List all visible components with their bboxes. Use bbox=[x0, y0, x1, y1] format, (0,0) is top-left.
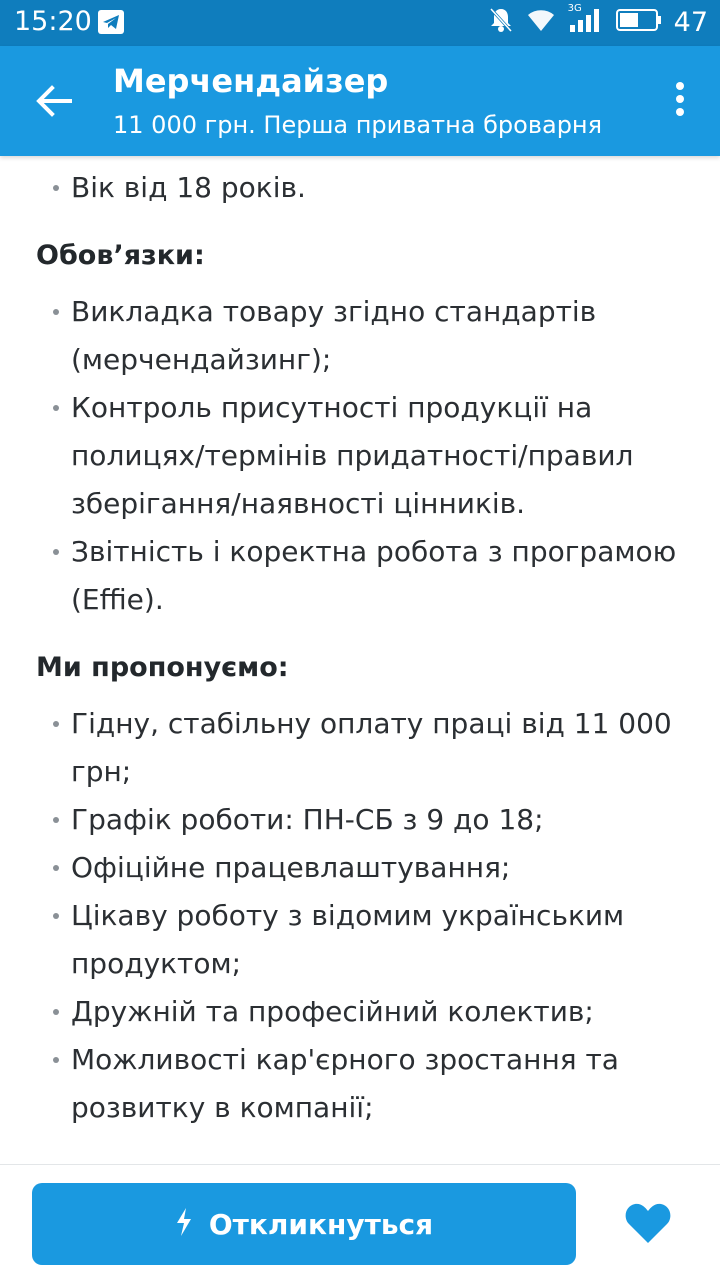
more-vert-icon[interactable] bbox=[674, 82, 686, 120]
bullet-dot bbox=[53, 309, 59, 315]
bullet-dot bbox=[53, 721, 59, 727]
page-subtitle: 11 000 грн. Перша приватна броварня bbox=[113, 111, 603, 139]
bullet-dot bbox=[53, 1009, 59, 1015]
list-item bbox=[0, 988, 720, 1036]
telegram-icon bbox=[98, 10, 124, 34]
apply-button[interactable] bbox=[32, 1183, 576, 1265]
battery-icon bbox=[616, 8, 662, 36]
signal-icon bbox=[567, 3, 604, 37]
list-item bbox=[0, 844, 720, 892]
status-bar bbox=[0, 0, 720, 46]
duties-list bbox=[0, 288, 720, 624]
vacancy-description bbox=[0, 156, 720, 1164]
network-label: 3G bbox=[567, 3, 582, 14]
bullet-dot bbox=[53, 865, 59, 871]
status-time: 15:20 bbox=[14, 6, 92, 37]
offers-heading: Ми пропонуємо: bbox=[36, 652, 289, 683]
list-item-text: Графік роботи: ПН-СБ з 9 до 18; bbox=[71, 803, 544, 836]
bullet-dot bbox=[53, 405, 59, 411]
list-item-text: Гідну, стабільну оплату праці від 11 000 грн; bbox=[71, 707, 672, 788]
list-item-text: Дружній та професійний колектив; bbox=[71, 995, 594, 1028]
list-item-text: Цікаву роботу з відомим українським продуктом; bbox=[71, 899, 625, 980]
wifi-icon bbox=[526, 7, 556, 37]
list-item-text: Звітність і коректна робота з програмою (Effie). bbox=[71, 535, 677, 616]
list-item bbox=[0, 528, 720, 624]
offers-list bbox=[0, 700, 720, 1132]
list-item bbox=[0, 288, 720, 384]
duties-heading: Обов’язки: bbox=[36, 240, 205, 271]
bullet-dot bbox=[53, 817, 59, 823]
list-item bbox=[0, 384, 720, 528]
list-item: Вік від 18 років. bbox=[0, 164, 720, 212]
list-item-text: Можливості кар'єрного зростання та розвитку в компанії; bbox=[71, 1043, 619, 1124]
page-title: Мерчендайзер bbox=[113, 62, 389, 100]
list-item bbox=[0, 700, 720, 796]
list-item-text: Контроль присутності продукції на полицях/термінів придатності/правил зберігання/наявності цінників. bbox=[71, 391, 634, 520]
requirements-list bbox=[0, 164, 720, 212]
app-bar bbox=[0, 46, 720, 156]
list-item bbox=[0, 796, 720, 844]
heart-icon[interactable] bbox=[624, 1201, 672, 1245]
apply-button-label: Откликнуться bbox=[208, 1207, 434, 1241]
list-item-text: Викладка товару згідно стандартів (мерчендайзинг); bbox=[71, 295, 597, 376]
lightning-icon bbox=[175, 1208, 193, 1240]
status-icons bbox=[488, 3, 708, 38]
bottom-bar bbox=[0, 1164, 720, 1281]
bullet-dot bbox=[53, 913, 59, 919]
list-item bbox=[0, 1036, 720, 1132]
battery-percent: 47 bbox=[673, 6, 708, 38]
bullet-dot bbox=[53, 1057, 59, 1063]
bullet-dot bbox=[53, 549, 59, 555]
list-item-text: Офіційне працевлаштування; bbox=[71, 851, 511, 884]
arrow-left-icon[interactable] bbox=[34, 81, 74, 121]
muted-bell-icon bbox=[488, 6, 514, 38]
list-item bbox=[0, 892, 720, 988]
